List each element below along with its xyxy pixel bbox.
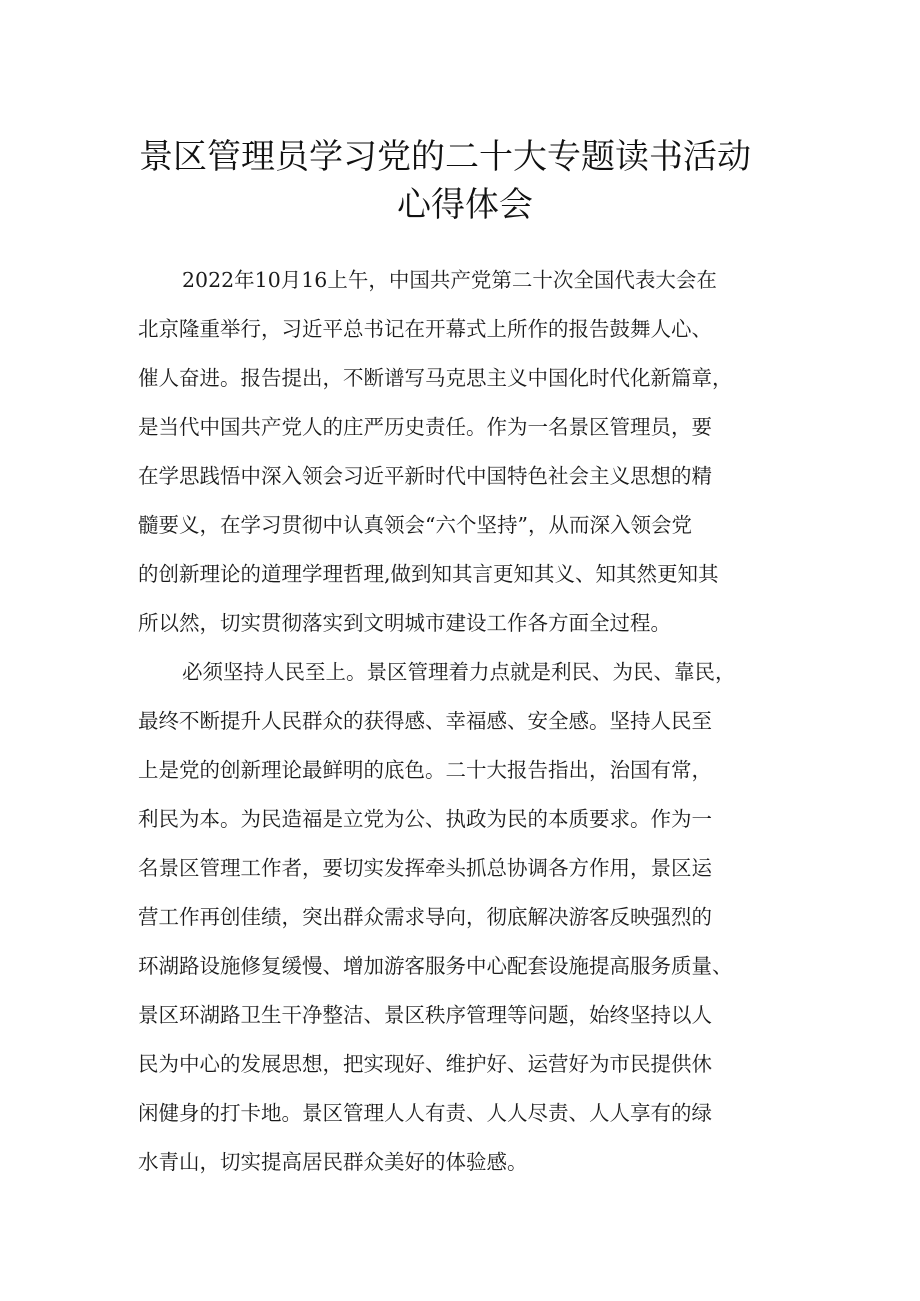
paragraph-1-line: 催人奋进。报告提出，不断谱写马克思主义中国化时代化新篇章， xyxy=(138,366,733,390)
paragraph-2-line: 营工作再创佳绩，突出群众需求导向，彻底解决游客反映强烈的 xyxy=(138,905,712,929)
paragraph-2-line: 必须坚持人民至上。景区管理着力点就是利民、为民、靠民， xyxy=(182,660,736,684)
paragraph-2-line: 利民为本。为民造福是立党为公、执政为民的本质要求。作为一 xyxy=(138,807,712,831)
paragraph-1-line: 髓要义，在学习贯彻中认真领会“六个坚持”，从而深入领会党 xyxy=(138,513,692,537)
paragraph-2-line: 景区环湖路卫生干净整洁、景区秩序管理等问题，始终坚持以人 xyxy=(138,1003,712,1027)
paragraph-1-line: 在学思践悟中深入领会习近平新时代中国特色社会主义思想的精 xyxy=(138,464,712,488)
paragraph-1-line: 2022年10月16上午，中国共产党第二十次全国代表大会在 xyxy=(182,268,717,292)
paragraph-2-line: 上是党的创新理论最鲜明的底色。二十大报告指出，治国有常， xyxy=(138,758,712,782)
paragraph-2-line: 环湖路设施修复缓慢、增加游客服务中心配套设施提高服务质量、 xyxy=(138,954,733,978)
paragraph-1-line: 的创新理论的道理学理哲理,做到知其言更知其义、知其然更知其 xyxy=(138,562,719,586)
paragraph-1-line: 所以然，切实贯彻落实到文明城市建设工作各方面全过程。 xyxy=(138,611,671,635)
paragraph-1-line: 北京隆重举行，习近平总书记在开幕式上所作的报告鼓舞人心、 xyxy=(138,317,712,341)
document-title-line-1: 景区管理员学习党的二十大专题读书活动 xyxy=(139,137,751,177)
paragraph-2-line: 闲健身的打卡地。景区管理人人有责、人人尽责、人人享有的绿 xyxy=(138,1101,712,1125)
document-title-line-2: 心得体会 xyxy=(397,185,533,225)
paragraph-2-line: 水青山，切实提高居民群众美好的体验感。 xyxy=(138,1150,528,1174)
paragraph-1-line: 是当代中国共产党人的庄严历史责任。作为一名景区管理员，要 xyxy=(138,415,712,439)
paragraph-2-line: 最终不断提升人民群众的获得感、幸福感、安全感。坚持人民至 xyxy=(138,709,712,733)
paragraph-2-line: 名景区管理工作者，要切实发挥牵头抓总协调各方作用，景区运 xyxy=(138,856,712,880)
paragraph-2-line: 民为中心的发展思想，把实现好、维护好、运营好为市民提供休 xyxy=(138,1052,712,1076)
